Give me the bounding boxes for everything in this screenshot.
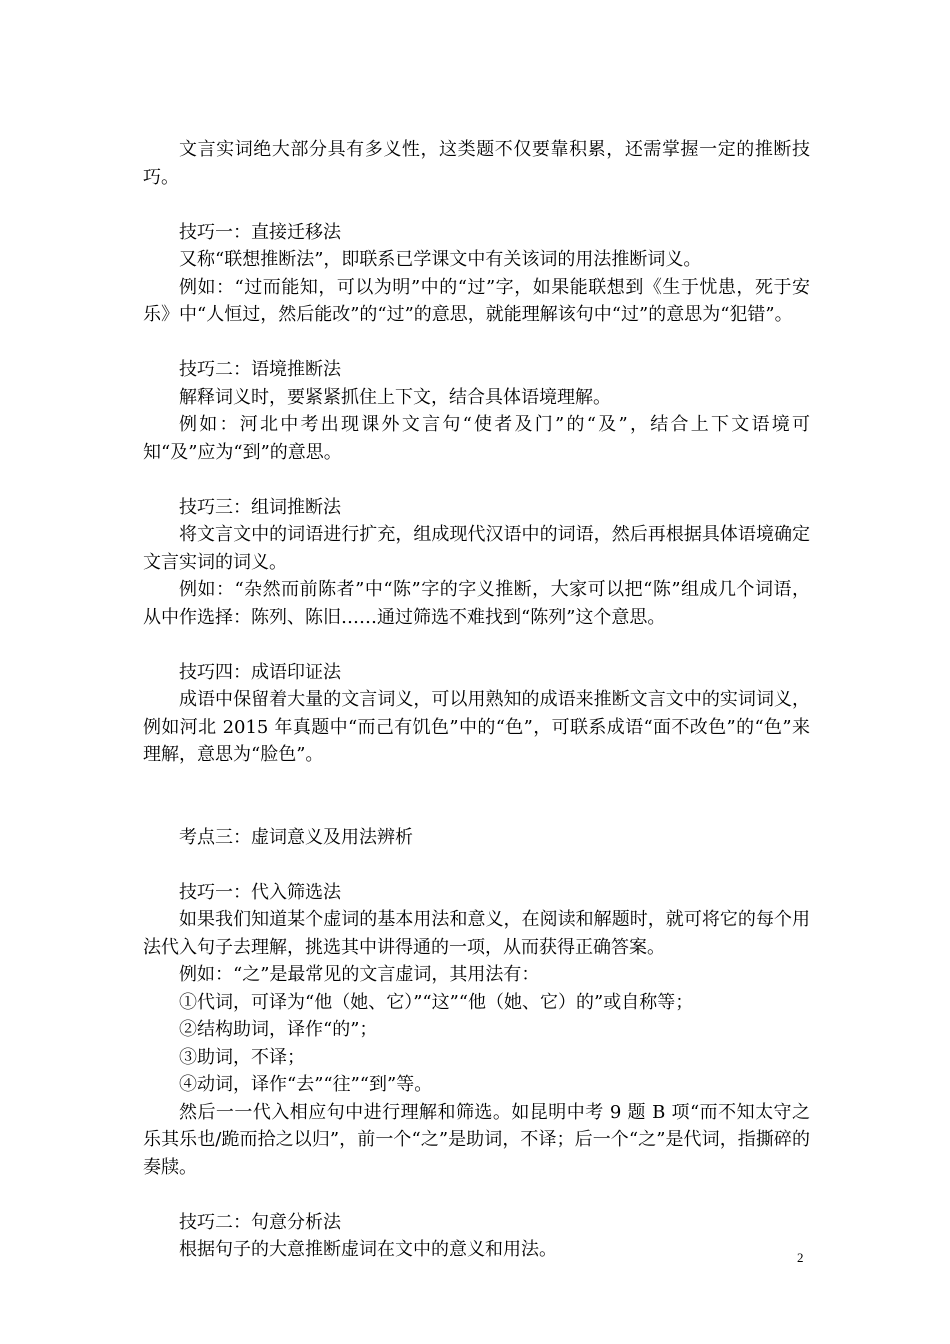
spacer (143, 631, 810, 659)
tip3-description: 将文言文中的词语进行扩充，组成现代汉语中的词语，然后再根据具体语境确定文言实词的词义。 (143, 524, 810, 573)
usage-item: ④动词，译作“去”“往”“到”等。 (179, 1074, 433, 1095)
tip4-description: 成语中保留着大量的文言词义，可以用熟知的成语来推断文言文中的实词词义，例如河北 2015 年真题中“而己有饥色”中的“色”，可联系成语“面不改色”的“色”来理解，意思为“脸色”。 (143, 689, 810, 765)
tip1-heading: 技巧一：直接迁移法 (179, 221, 341, 243)
section3-tip1-followup: 然后一一代入相应句中进行理解和筛选。如昆明中考 9 题 B 项“而不知太守之乐其乐也/跪而拾之以归”，前一个“之”是助词，不译；后一个“之”是代词，指撕碎的奏牍。 (143, 1101, 810, 1178)
spacer (143, 769, 810, 824)
tip2-description: 解释词义时，要紧紧抓住上下文，结合具体语境理解。 (179, 386, 611, 408)
section3-tip2-description: 根据句子的大意推断虚词在文中的意义和用法。 (179, 1239, 557, 1260)
usage-item: ①代词，可译为“他（她、它）”“这”“他（她、它）的”或自称等； (179, 991, 694, 1013)
page-number: 2 (797, 1250, 804, 1265)
usage-item: ②结构助词，译作“的”； (179, 1019, 378, 1040)
tip1-description: 又称“联想推断法”，即联系已学课文中有关该词的用法推断词义。 (179, 249, 702, 270)
section3-tip1-heading: 技巧一：代入筛选法 (179, 881, 341, 903)
tip3-example: 例如：“杂然而前陈者”中“陈”字的字义推断，大家可以把“陈”组成几个词语，从中作选择：陈列、陈旧……通过筛选不难找到“陈列”这个意思。 (143, 579, 810, 628)
tip3-heading: 技巧三：组词推断法 (179, 496, 341, 518)
spacer (143, 1181, 810, 1209)
spacer (143, 191, 810, 219)
section3-heading: 考点三：虚词意义及用法辨析 (179, 826, 413, 848)
spacer (143, 466, 810, 494)
spacer (143, 329, 810, 357)
tip2-heading: 技巧二：语境推断法 (179, 359, 341, 380)
document-body (143, 136, 810, 1264)
tip2-example: 例如：河北中考出现课外文言句“使者及门”的“及”，结合上下文语境可知“及”应为“到”的意思。 (143, 414, 810, 463)
tip1-example: 例如：“过而能知，可以为明”中的“过”字，如果能联想到《生于忧患，死于安乐》中“人恒过，然后能改”的“过”的意思，就能理解该句中“过”的意思为“犯错”。 (143, 276, 810, 325)
tip4-heading: 技巧四：成语印证法 (179, 661, 341, 683)
usage-item: ③助词，不译； (179, 1046, 305, 1068)
section3-tip1-example: 例如：“之”是最常见的文言虚词，其用法有： (179, 964, 540, 985)
section3-tip2-heading: 技巧二：句意分析法 (179, 1211, 341, 1233)
spacer (143, 851, 810, 879)
intro-paragraph: 文言实词绝大部分具有多义性，这类题不仅要靠积累，还需掌握一定的推断技巧。 (143, 139, 810, 188)
section3-tip1-description: 如果我们知道某个虚词的基本用法和意义，在阅读和解题时，就可将它的每个用法代入句子去理解，挑选其中讲得通的一项，从而获得正确答案。 (143, 909, 810, 958)
